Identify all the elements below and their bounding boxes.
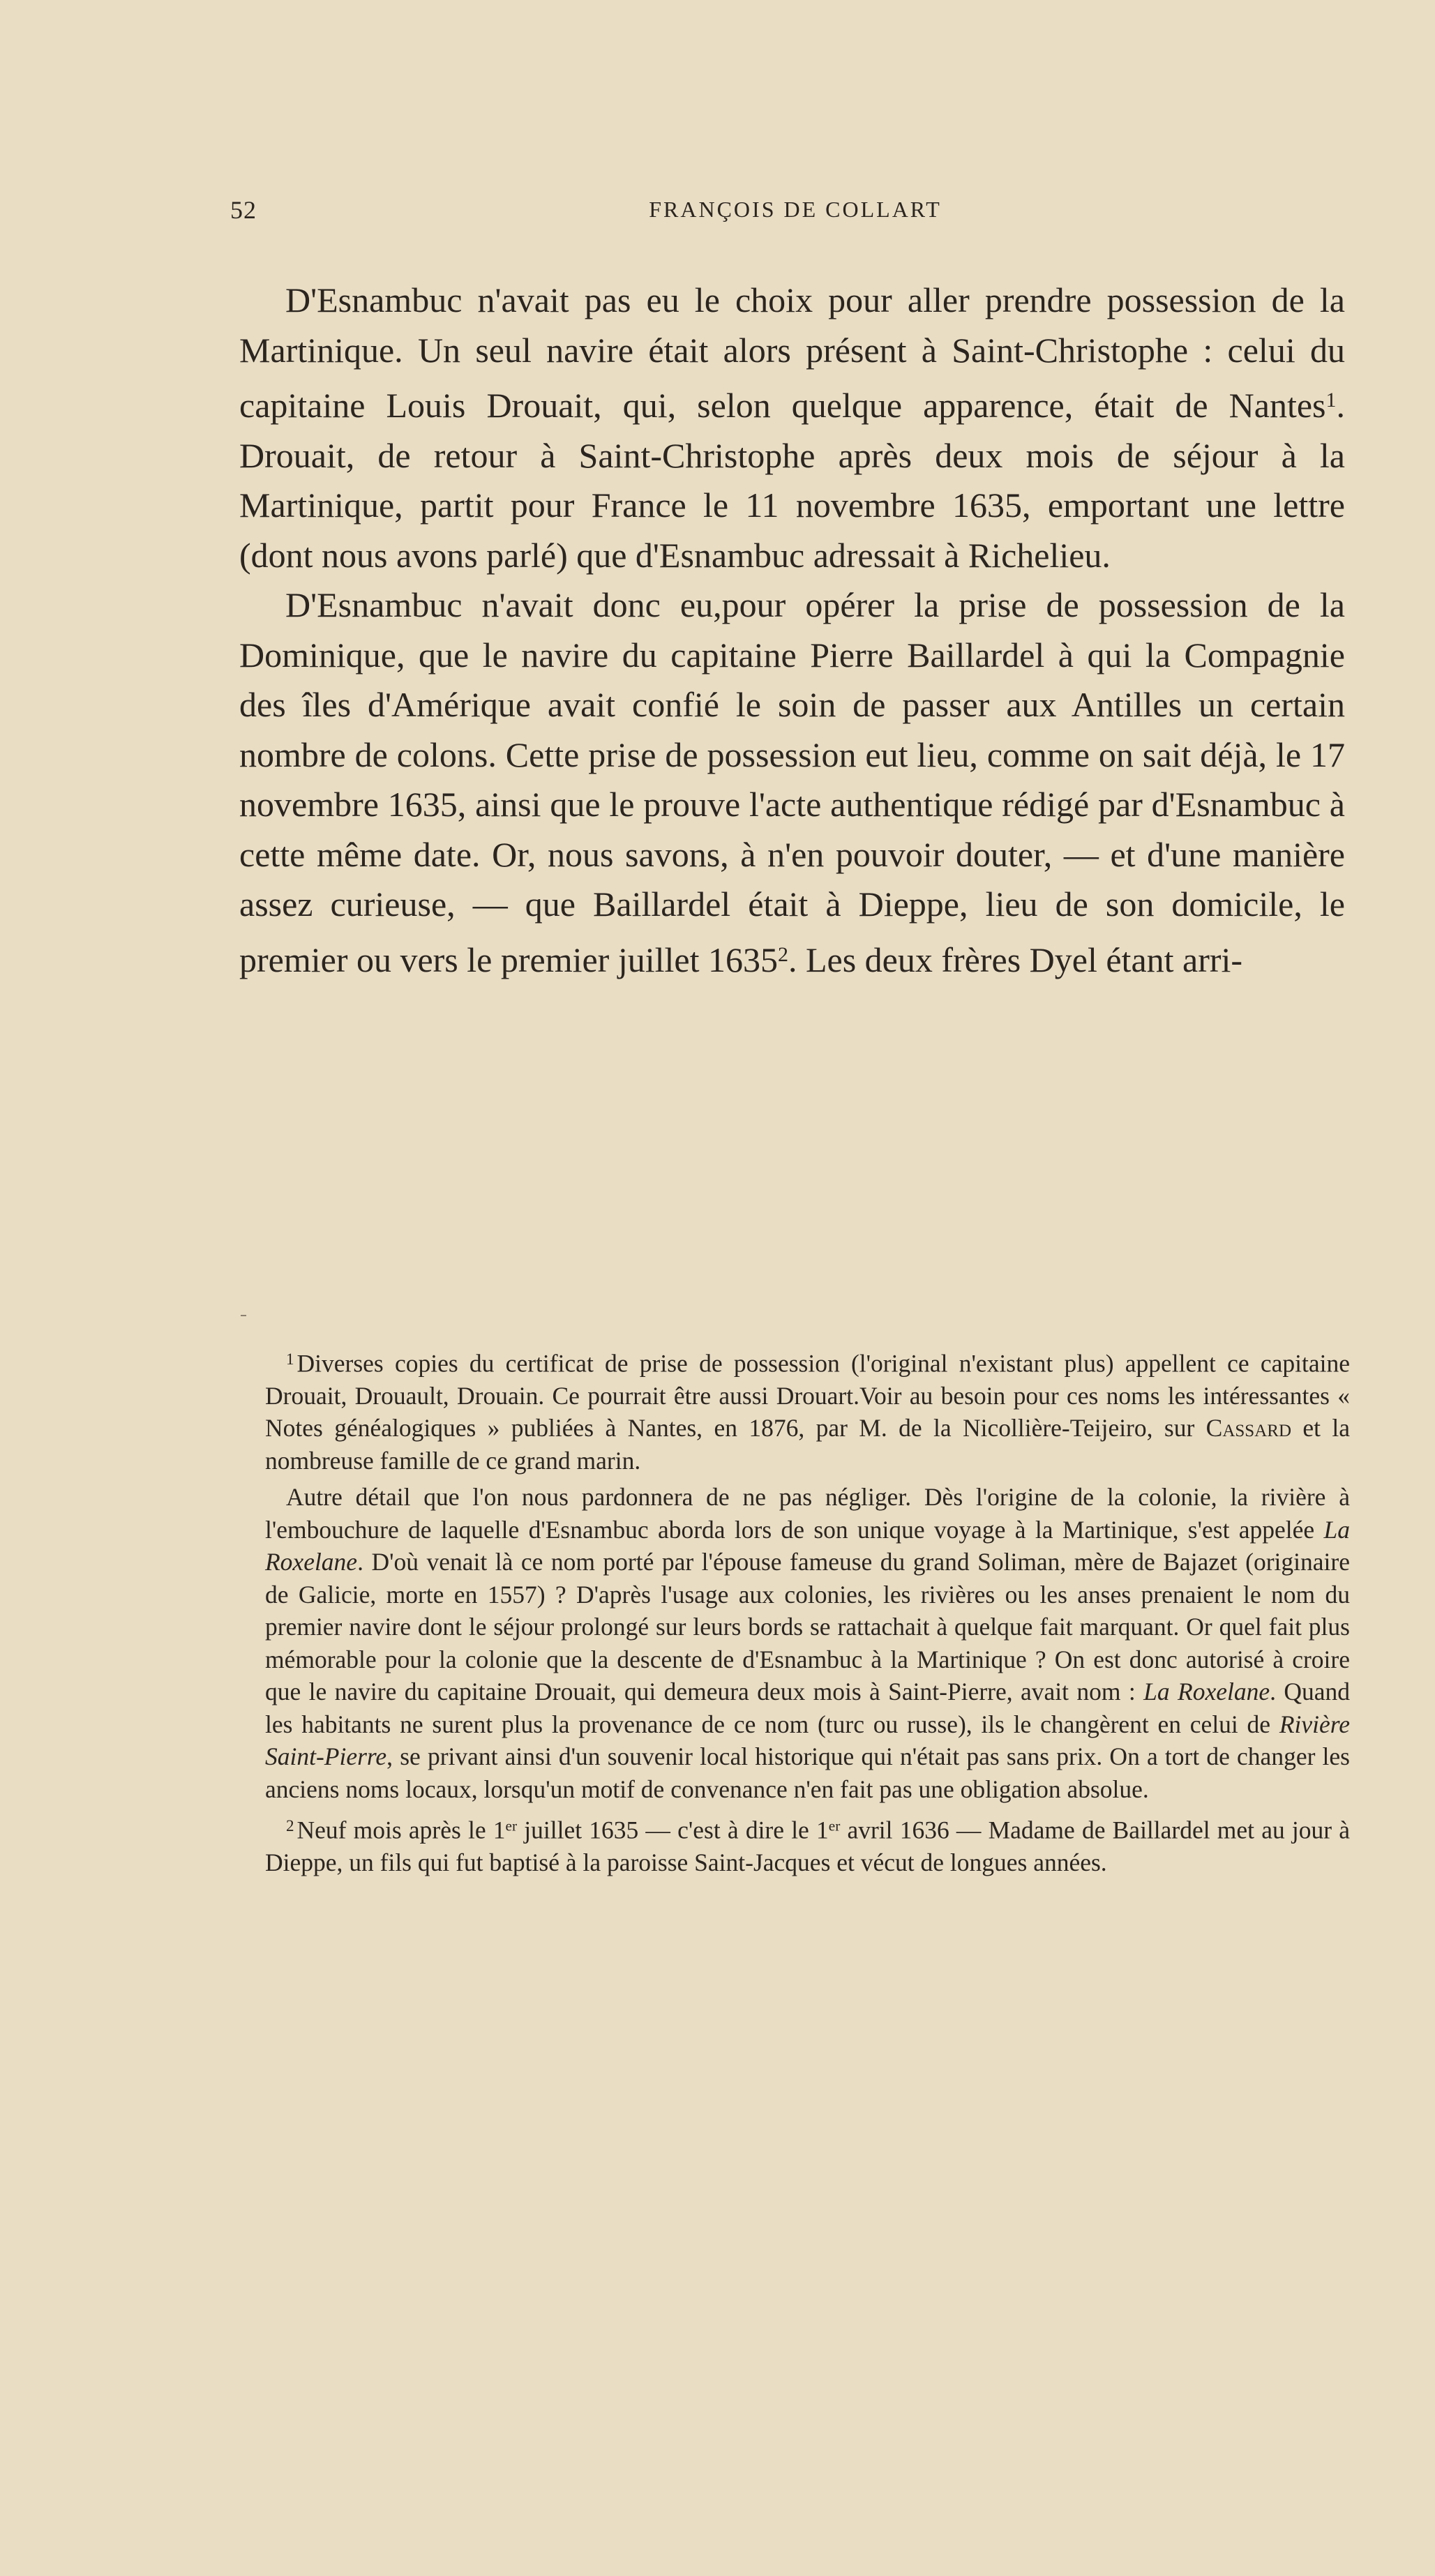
paragraph-2 (239, 580, 1345, 985)
river-name-roxelane: La Roxelane (265, 1515, 1350, 1576)
river-name-saint-pierre: Rivière Saint-Pierre (265, 1710, 1350, 1771)
footnote-2 (265, 1809, 1350, 1878)
body-text (239, 276, 1345, 985)
footnote-1-paragraph-2 (265, 1481, 1350, 1805)
paragraph-2-text-rest: . Les deux frères Dyel étant arri- (788, 940, 1243, 979)
paragraph-1-text: D'Esnambuc n'avait pas eu le choix pour aller prendre possession de la Martinique. Un seul navire était alors présent à Saint-Christophe : celui du capitaine Louis Drouait, qui, selon quelque apparence, était de Nantes (239, 280, 1345, 425)
page-number: 52 (230, 196, 257, 224)
footnote-1-mark: 1 (286, 1350, 294, 1368)
paragraph-1 (239, 276, 1345, 580)
footnote-2-sup-1: er (505, 1818, 518, 1835)
footnote-2-mark: 2 (286, 1816, 294, 1835)
footnote-ref-2: 2 (777, 942, 788, 966)
footnote-separator (241, 1315, 246, 1316)
running-title: FRANÇOIS DE COLLART (649, 197, 942, 222)
footnote-1-p2-text-a: Autre détail que l'on nous pardonnera de ne pas négliger. Dès l'origine de la colonie, la rivière à l'embouchure de laquelle d'Esnambuc aborda lors de son unique voyage à la Martinique, s'est appelée (265, 1483, 1350, 1544)
footnote-1-text: Diverses copies du certificat de prise de possession (l'original n'existant plus) appellent ce capitaine Drouait, Drouault, Drouain. Ce pourrait être aussi Drouart.Voir au besoin pour ces noms les intéressantes « Notes généalogiques » publiées à Nantes, en 1876, par M. de la Nicollière-Teijeiro, sur (265, 1349, 1350, 1443)
ship-name-roxelane: La Roxelane (1143, 1678, 1270, 1706)
footnotes (265, 1343, 1350, 1883)
page-header (230, 195, 1360, 223)
footnote-ref-1: 1 (1325, 389, 1337, 412)
footnote-1-text-end: et la nombreuse famille de ce grand marin. (265, 1414, 1351, 1475)
footnote-1-p2-text-b: . D'où venait là ce nom porté par l'épouse fameuse du grand Soliman, mère de Bajazet (originaire de Galicie, morte en 1557) ? D'après l'usage aux colonies, les rivières ou les anses prenaient le nom du premier navire dont le séjour prolongé sur leurs bords se rattachait à quelque fait marquant. Or quel fait plus mémorable pour la colonie que la descente de d'Esnambuc à la Martinique ? On est donc autorisé à croire que le navire du capitaine Drouait, qui demeura deux mois à Saint-Pierre, avait nom : (265, 1548, 1350, 1706)
footnote-1-p2-text-d: , se privant ainsi d'un souvenir local historique qui n'était pas sans prix. On a tort de changer les anciens noms locaux, lorsqu'un motif de convenance n'en fait pas une obligation absolue. (265, 1742, 1350, 1803)
paragraph-1-text-rest: . Drouait, de retour à Saint-Christophe après deux mois de séjour à la Martinique, partit pour France le 11 novembre 1635, emportant une lettre (dont nous avons parlé) que d'Esnambuc adressait à Richelieu. (239, 386, 1345, 575)
footnote-1-p2-text-c: . Quand les habitants ne surent plus la provenance de ce nom (turc ou russe), ils le changèrent en celui de (265, 1678, 1350, 1738)
footnote-2-text-a: Neuf mois après le 1 (296, 1816, 506, 1844)
footnote-2-sup-2: er (828, 1818, 841, 1835)
footnote-2-text-b: juillet 1635 — c'est à dire le 1 (517, 1816, 829, 1844)
paragraph-2-text: D'Esnambuc n'avait donc eu,pour opérer la prise de possession de la Dominique, que le navire du capitaine Pierre Baillardel à qui la Compagnie des îles d'Amérique avait confié le soin de passer aux Antilles un certain nombre de colons. Cette prise de possession eut lieu, comme on sait déjà, le 17 novembre 1635, ainsi que le prouve l'acte authentique rédigé par d'Esnambuc à cette même date. Or, nous savons, à n'en pouvoir douter, — et d'une manière assez curieuse, — que Baillardel était à Dieppe, lieu de son domicile, le premier ou vers le premier juillet 1635 (239, 585, 1345, 979)
footnote-1 (265, 1343, 1350, 1477)
footnote-1-author: Cassard (1205, 1414, 1291, 1443)
footnote-2-text-c: avril 1636 — Madame de Baillardel met au jour à Dieppe, un fils qui fut baptisé à la paroisse Saint-Jacques et vécut de longues années. (265, 1816, 1350, 1877)
